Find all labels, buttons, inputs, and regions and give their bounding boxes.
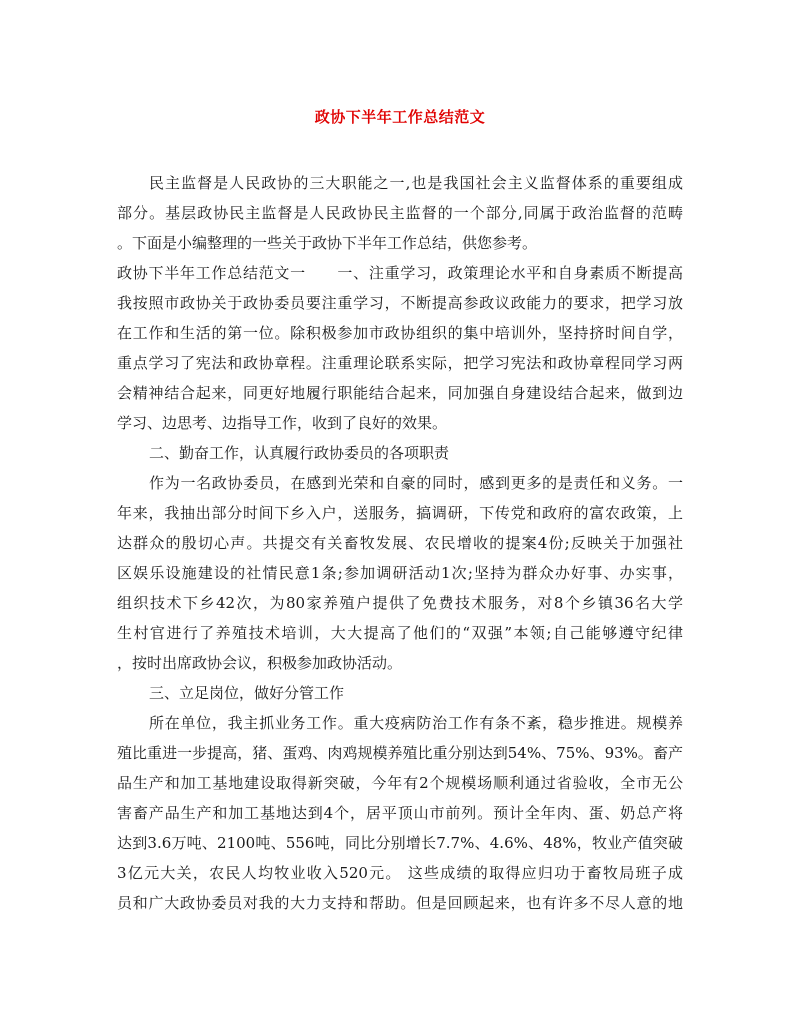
body-line: 会精神结合起来，同更好地履行职能结合起来，同加强自身建设结合起来，做到边	[117, 384, 683, 402]
body-line: 学习、边思考、边指导工作，收到了良好的效果。	[117, 414, 448, 432]
body-line: 组织技术下乡42次，为80家养殖户提供了免费技术服务，对8个乡镇36名大学	[117, 594, 683, 612]
body-line: 政协下半年工作总结范文一 一、注重学习，政策理论水平和自身素质不断提高	[117, 264, 683, 282]
document-body	[117, 168, 683, 918]
body-line: 重点学习了宪法和政协章程。注重理论联系实际，把学习宪法和政协章程同学习两	[117, 354, 683, 372]
body-line: ，按时出席政协会议，积极参加政协活动。	[117, 654, 403, 672]
body-line: 殖比重进一步提高，猪、蛋鸡、肉鸡规模养殖比重分别达到54%、75%、93%。畜产	[117, 744, 683, 762]
body-line: 区娱乐设施建设的社情民意1条;参加调研活动1次;坚持为群众办好事、办实事，	[117, 564, 683, 582]
body-line: 达到3.6万吨、2100吨、556吨，同比分别增长7.7%、4.6%、48%，牧业产值突破	[117, 834, 683, 852]
body-line: 作为一名政协委员，在感到光荣和自豪的同时，感到更多的是责任和义务。一	[149, 474, 683, 492]
body-line: 民主监督是人民政协的三大职能之一,也是我国社会主义监督体系的重要组成	[149, 174, 683, 192]
body-line: 生村官进行了养殖技术培训，大大提高了他们的“双强”本领;自己能够遵守纪律	[117, 624, 683, 642]
body-line: 员和广大政协委员对我的大力支持和帮助。但是回顾起来，也有许多不尽人意的地	[117, 894, 683, 912]
section-heading: 二、勤奋工作，认真履行政协委员的各项职责	[149, 444, 450, 462]
body-line: 害畜产品生产和加工基地达到4个，居平顶山市前列。预计全年肉、蛋、奶总产将	[117, 804, 683, 822]
body-line: 。下面是小编整理的一些关于政协下半年工作总结，供您参考。	[117, 234, 538, 252]
body-line: 3亿元大关，农民人均牧业收入520元。 这些成绩的取得应归功于畜牧局班子成	[117, 864, 683, 882]
body-line: 在工作和生活的第一位。除积极参加市政协组织的集中培训外，坚持挤时间自学，	[117, 324, 683, 342]
document-title: 政协下半年工作总结范文	[314, 108, 486, 126]
section-heading: 三、立足岗位，做好分管工作	[149, 684, 345, 702]
body-line: 品生产和加工基地建设取得新突破，今年有2个规模场顺利通过省验收，全市无公	[117, 774, 683, 792]
body-line: 我按照市政协关于政协委员要注重学习，不断提高参政议政能力的要求，把学习放	[117, 294, 683, 312]
body-line: 部分。基层政协民主监督是人民政协民主监督的一个部分,同属于政治监督的范畴	[117, 204, 683, 222]
body-line: 所在单位，我主抓业务工作。重大疫病防治工作有条不紊，稳步推进。规模养	[149, 714, 683, 732]
body-line: 达群众的殷切心声。共提交有关畜牧发展、农民增收的提案4份;反映关于加强社	[117, 534, 683, 552]
body-line: 年来，我抽出部分时间下乡入户，送服务，搞调研，下传党和政府的富农政策，上	[117, 504, 683, 522]
